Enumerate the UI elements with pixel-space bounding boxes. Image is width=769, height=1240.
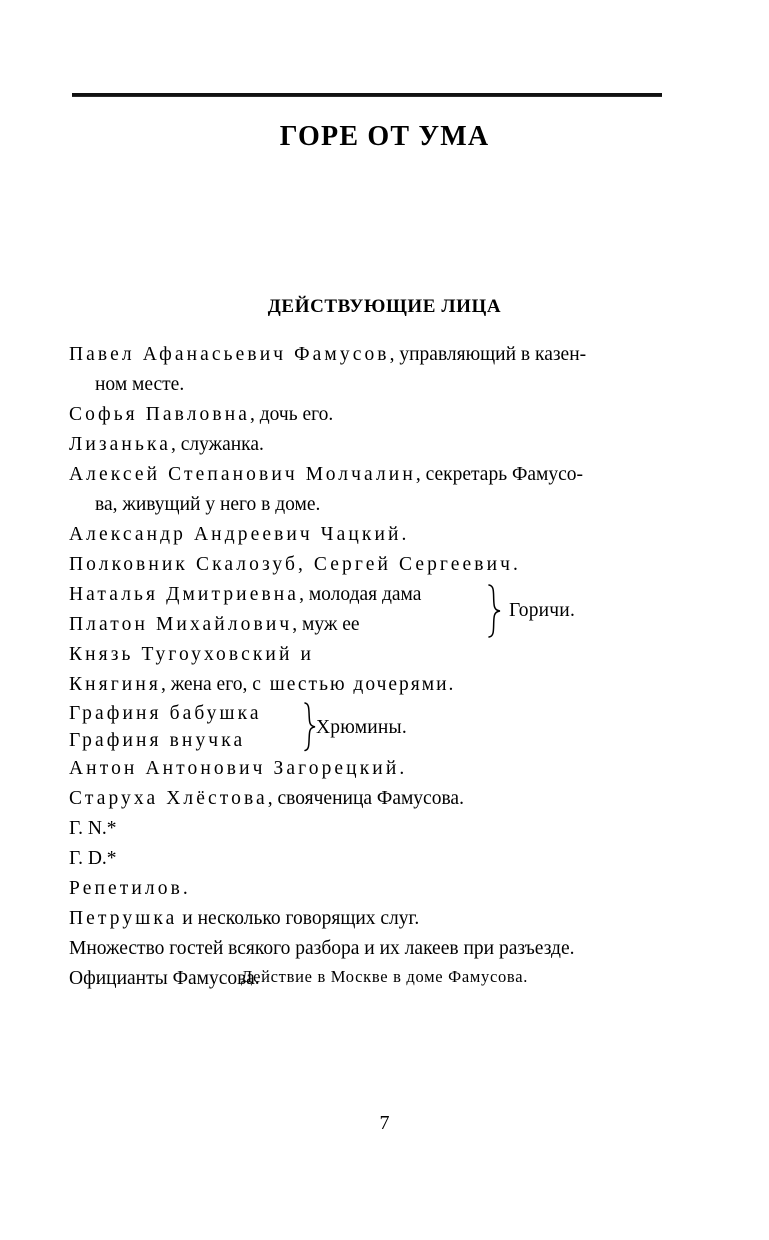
character-name: Княгиня [69, 674, 161, 695]
cast-list [69, 340, 669, 994]
character-description: и [292, 644, 315, 665]
character-description: Официанты Фамусова. [69, 968, 260, 989]
cast-entry-molchalin [69, 460, 669, 520]
character-description: , управляющий в казен- [389, 344, 587, 365]
character-name: Графиня внучка [69, 730, 246, 751]
character-description: и несколько говорящих слуг. [177, 908, 420, 929]
character-description: , муж ее [292, 614, 360, 635]
character-name: Павел Афанасьевич Фамусов [69, 344, 390, 365]
character-name: Лизанька [69, 434, 171, 455]
cast-entry-khlyostova [69, 784, 669, 814]
group-label-hryuminy: Хрюмины. [316, 717, 407, 738]
character-description-continued: ва, живущий у него в доме. [95, 494, 321, 515]
character-description: , свояченица Фамусова. [267, 788, 464, 809]
cast-entry-platon-mikhaylovich [69, 610, 421, 640]
cast-entry-petrushka [69, 904, 669, 934]
cast-entry-lizanka [69, 430, 669, 460]
character-name: Петрушка [69, 908, 178, 929]
character-name: Софья Павловна [69, 404, 250, 425]
character-description: Множество гостей всякого разбора и их лакеев при разъезде. [69, 938, 575, 959]
cast-entry-knyaginya [69, 670, 669, 700]
character-description: , жена его, [160, 674, 253, 695]
character-description-continued: ном месте. [95, 374, 185, 395]
cast-group-gorichi [69, 580, 669, 640]
character-name: Алексей Степанович Молчалин [69, 464, 416, 485]
cast-entry-skalozub [69, 550, 669, 580]
character-name: Александр Андреевич Чацкий. [69, 524, 410, 545]
character-name: Графиня бабушка [69, 703, 262, 724]
cast-entry-natalya-dmitrievna [69, 580, 421, 610]
character-description-tail: с шестью дочерями. [252, 674, 456, 695]
cast-entry-grafinya-vnuchka [69, 727, 262, 754]
stage-direction: Действие в Москве в доме Фамусова. [240, 967, 529, 986]
character-description: , молодая дама [299, 584, 422, 605]
group-brace-icon [487, 584, 503, 638]
character-name: Репетилов. [69, 878, 191, 899]
character-name: Князь Тугоуховский [69, 644, 293, 665]
cast-entry-g-n [69, 814, 669, 844]
cast-entry-sofya [69, 400, 669, 430]
page-number: 7 [379, 1112, 390, 1134]
character-description: , дочь его. [250, 404, 334, 425]
group-brace-icon [303, 702, 317, 752]
character-name: Г. D.* [69, 848, 117, 869]
cast-entry-repetilov [69, 874, 669, 904]
character-description: , секретарь Фамусо- [415, 464, 584, 485]
cast-entry-chatsky [69, 520, 669, 550]
header-rule [72, 93, 662, 97]
character-name: Г. N.* [69, 818, 117, 839]
character-name: Полковник Скалозуб, Сергей Сергеевич. [69, 554, 521, 575]
group-label-gorichi: Горичи. [509, 600, 576, 621]
character-name: Старуха Хлёстова [69, 788, 268, 809]
character-description: , служанка. [170, 434, 264, 455]
cast-entry-g-d [69, 844, 669, 874]
cast-entry-knyaz-tugoukhovsky [69, 640, 669, 670]
cast-entry-famusov [69, 340, 669, 400]
cast-group-hryuminy [69, 700, 669, 754]
section-heading-dramatis-personae: ДЕЙСТВУЮЩИЕ ЛИЦА [267, 296, 502, 317]
cast-entry-grafinya-babushka [69, 700, 262, 727]
page-title: ГОРЕ ОТ УМА [279, 121, 490, 152]
character-name: Платон Михайлович [69, 614, 293, 635]
character-name: Антон Антонович Загорецкий. [69, 758, 408, 779]
cast-entry-guests [69, 934, 669, 964]
cast-entry-zagoretsky [69, 754, 669, 784]
character-name: Наталья Дмитриевна [69, 584, 300, 605]
